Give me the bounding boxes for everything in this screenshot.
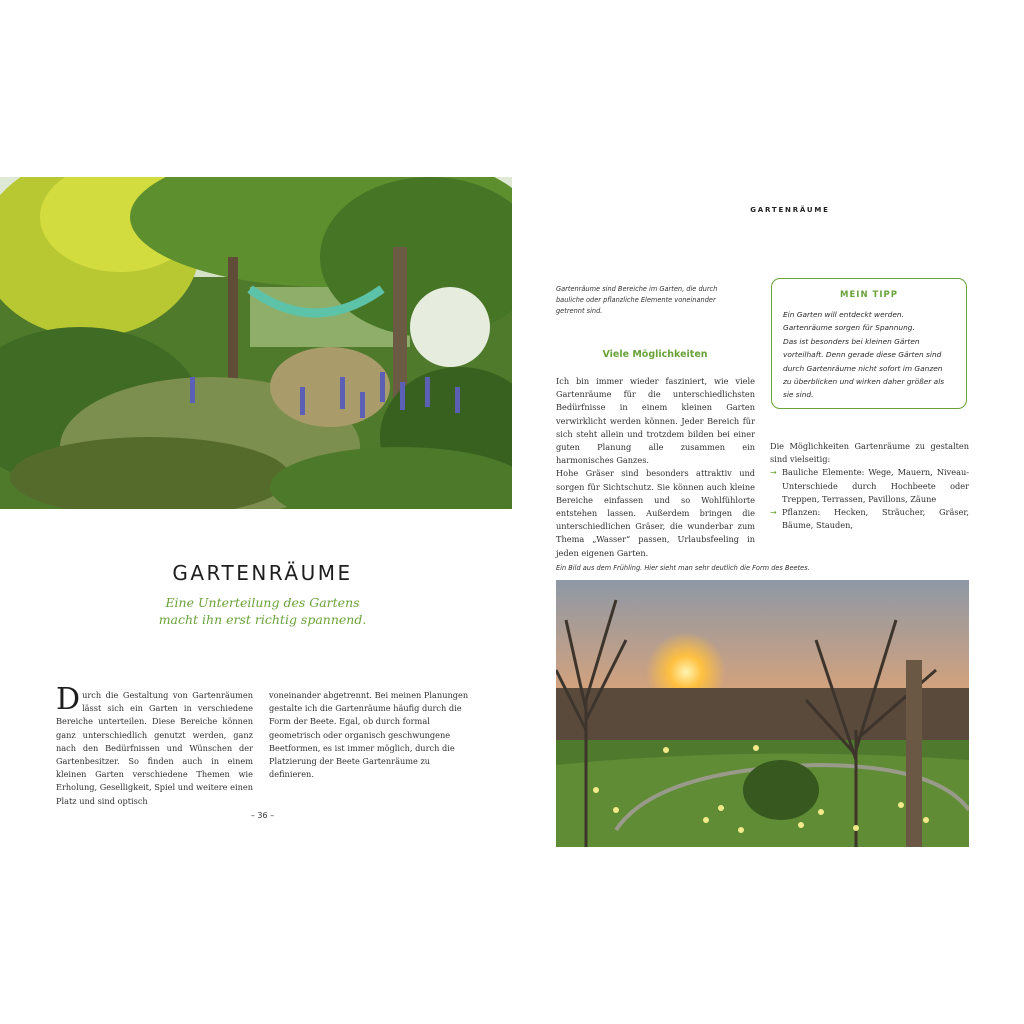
section-heading: Viele Möglichkeiten: [602, 349, 708, 360]
list-item: [770, 506, 969, 532]
caption-bottom: Ein Bild aus dem Frühling. Hier sieht man sehr deutlich die Form des Beetes.: [556, 564, 810, 572]
sunrise-garden-photo: [556, 580, 969, 847]
left-body-column-1: [56, 682, 253, 808]
chapter-title: GARTENRÄUME: [172, 561, 353, 585]
chapter-subtitle: [0, 594, 525, 628]
right-col1-paragraph-2: Hohe Gräser sind besonders attraktiv und sorgen für Sichtschutz. Sie können auch kleine Bereiche einfassen und so Wohlfühlorte entstehen lassen. Außerdem bringen die unterschiedlichen Gräser, die wunderbar zum Thema „Wasser“ passen, Urlaubsfeeling in jeden eigenen Garten.: [556, 468, 755, 558]
tip-text: [783, 308, 952, 402]
running-header: GARTENRÄUME: [750, 206, 830, 214]
page-number: – 36 –: [250, 811, 275, 820]
drop-cap: D: [56, 682, 81, 717]
tip-box: [771, 278, 967, 409]
possibilities-intro: Die Möglichkeiten Gartenräume zu gestalten sind vielseitig:: [770, 441, 969, 465]
arrow-icon: →: [770, 508, 777, 518]
list-item: [770, 466, 969, 506]
right-body-column-1: [556, 375, 755, 560]
left-body-column-2: voneinander abgetrennt. Bei meinen Planungen gestalte ich die Gartenräume häufig durch die Form der Beete. Egal, ob durch formal geometrisch oder organisch geschwungene Beetformen, es ist immer möglich, durch die Platzierung der Beete Gartenräume zu definieren.: [269, 690, 469, 780]
arrow-icon: →: [770, 468, 777, 478]
tip-text-2: Das ist besonders bei kleinen Gärten vorteilhaft. Denn gerade diese Gärten sind durch Gartenräume nicht sofort im Ganzen zu überblicken und wirken daher größer als sie sind.: [783, 336, 945, 400]
tip-title: MEIN TIPP: [840, 290, 898, 300]
possibilities-list: [770, 466, 969, 532]
list-item-text: Bauliche Elemente: Wege, Mauern, Niveau-Unterschiede durch Hochbeete oder Treppen, Terrassen, Pavillons, Zäune: [782, 467, 969, 504]
tip-text-1: Ein Garten will entdeckt werden. Gartenräume sorgen für Spannung.: [783, 310, 915, 333]
subtitle-line-2: macht ihn erst richtig spannend.: [158, 612, 367, 627]
garden-hammock-photo: [0, 177, 512, 509]
subtitle-line-1: Eine Unterteilung des Gartens: [165, 595, 360, 610]
right-body-column-2: [770, 440, 969, 532]
left-col1-text: urch die Gestaltung von Gartenräumen lässt sich ein Garten in verschiedene Bereiche unterteilen. Diese Bereiche können ganz unterschiedlich genutzt werden, ganz nach den Bedürfnissen und Wünschen der Gartenbesitzer. So finden auch in einem kleinen Garten verschiedene Themen wie Erholung, Geselligkeit, Spiel und weitere einen Platz und sind optisch: [56, 690, 253, 806]
caption-top: Gartenräume sind Bereiche im Garten, die durch bauliche oder pflanzliche Elemente voneinander getrennt sind.: [556, 285, 718, 315]
right-col1-paragraph-1: Ich bin immer wieder fasziniert, wie viele Gartenräume für die unterschiedlichsten Bedürfnisse in einem kleinen Garten verwirklicht werden können. Jeder Bereich für sich steht allein und trotzdem bilden bei einer guten Planung alle zusammen ein harmonisches Ganzes.: [556, 376, 755, 466]
list-item-text: Pflanzen: Hecken, Sträucher, Gräser, Bäume, Stauden,: [782, 507, 969, 531]
